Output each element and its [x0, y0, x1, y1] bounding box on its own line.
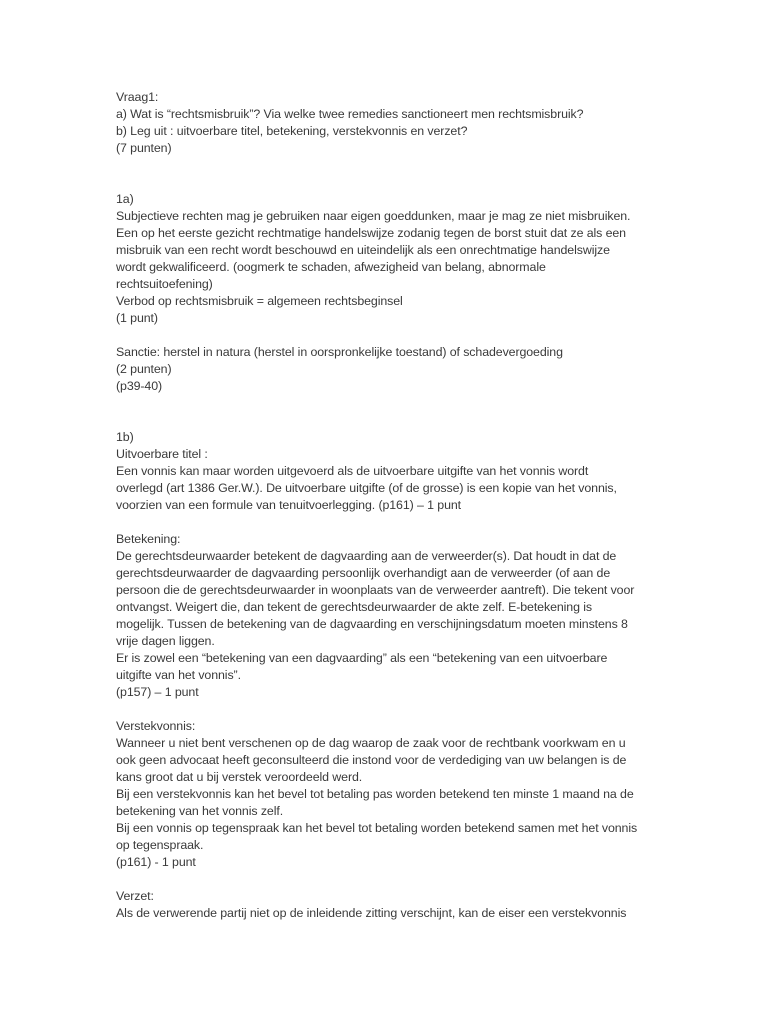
sanction-line: Sanctie: herstel in natura (herstel in oorspronkelijke toestand) of schadevergoeding	[116, 345, 563, 359]
question-a: a) Wat is “rechtsmisbruik”? Via welke twee remedies sanctioneert men rechtsmisbruik?	[116, 107, 584, 121]
verstekvonnis-block	[116, 718, 656, 871]
question-points: (7 punten)	[116, 141, 172, 155]
question-b: b) Leg uit : uitvoerbare titel, betekening, verstekvonnis en verzet?	[116, 124, 468, 138]
answer-1a-line: Een op het eerste gezicht rechtmatige handelswijze zodanig tegen de borst stuit dat ze als een	[116, 226, 626, 240]
document-page	[116, 89, 656, 922]
betekening-line: De gerechtsdeurwaarder betekent de dagvaarding aan de verweerder(s). Dat houdt in dat de	[116, 549, 617, 563]
answer-1a-points: (1 punt)	[116, 311, 158, 325]
betekening-line: ontvangst. Weigert die, dan tekent de gerechtsdeurwaarder de akte zelf. E-betekening is	[116, 600, 592, 614]
titel-line: overlegd (art 1386 Ger.W.). De uitvoerbare uitgifte (of de grosse) is een kopie van het vonnis,	[116, 481, 617, 495]
question-title: Vraag1:	[116, 90, 159, 104]
spacer	[116, 701, 656, 718]
betekening-line: mogelijk. Tussen de betekening van de dagvaarding en verschijningsdatum moeten minstens 8	[116, 617, 628, 631]
answer-1a-block	[116, 191, 656, 327]
betekening-line: gerechtsdeurwaarder de dagvaarding persoonlijk overhandigt aan de verweerder (of aan de	[116, 566, 611, 580]
spacer	[116, 871, 656, 888]
verstekvonnis-line: kans groot dat u bij verstek veroordeeld werd.	[116, 770, 363, 784]
spacer	[116, 327, 656, 344]
betekening-line: vrije dagen liggen.	[116, 634, 215, 648]
betekening-line: Er is zowel een “betekening van een dagvaarding” als een “betekening van een uitvoerbare	[116, 651, 608, 665]
answer-1a-line: misbruik van een recht wordt beschouwd en uiteindelijk als een onrechtmatige handelswijze	[116, 243, 610, 257]
answer-1a-line: Subjectieve rechten mag je gebruiken naar eigen goeddunken, maar je mag ze niet misbruiken.	[116, 209, 631, 223]
spacer	[116, 514, 656, 531]
answer-1b-heading: 1b)	[116, 430, 134, 444]
answer-1a-sanction-block	[116, 344, 656, 395]
spacer	[116, 157, 656, 191]
sanction-points: (2 punten)	[116, 362, 172, 376]
verstekvonnis-line: Bij een vonnis op tegenspraak kan het bevel tot betaling worden betekend samen met het vonnis	[116, 821, 638, 835]
answer-1a-line: wordt gekwalificeerd. (oogmerk te schaden, afwezigheid van belang, abnormale	[116, 260, 546, 274]
titel-line: Een vonnis kan maar worden uitgevoerd als de uitvoerbare uitgifte van het vonnis wordt	[116, 464, 589, 478]
verstekvonnis-line: ook geen advocaat heeft geconsulteerd die instond voor de verdediging van uw belangen is de	[116, 753, 627, 767]
spacer	[116, 395, 656, 429]
verstekvonnis-line: op tegenspraak.	[116, 838, 204, 852]
titel-line: voorzien van een formule van tenuitvoerlegging. (p161) – 1 punt	[116, 498, 461, 512]
answer-1b-titel-block	[116, 429, 656, 514]
betekening-heading: Betekening:	[116, 532, 181, 546]
answer-1a-line: Verbod op rechtsmisbruik = algemeen rechtsbeginsel	[116, 294, 403, 308]
answer-1a-line: rechtsuitoefening)	[116, 277, 213, 291]
betekening-points: (p157) – 1 punt	[116, 685, 199, 699]
titel-heading: Uitvoerbare titel :	[116, 447, 208, 461]
verstekvonnis-points: (p161) - 1 punt	[116, 855, 196, 869]
sanction-page-ref: (p39-40)	[116, 379, 163, 393]
verstekvonnis-line: betekening van het vonnis zelf.	[116, 804, 284, 818]
betekening-line: uitgifte van het vonnis”.	[116, 668, 241, 682]
betekening-line: persoon die de gerechtsdeurwaarder in woonplaats van de verweerder aantreft). Die tekent voor	[116, 583, 635, 597]
betekening-block	[116, 531, 656, 701]
verzet-block	[116, 888, 656, 922]
verzet-heading: Verzet:	[116, 889, 154, 903]
question-block	[116, 89, 656, 157]
verstekvonnis-heading: Verstekvonnis:	[116, 719, 196, 733]
answer-1a-heading: 1a)	[116, 192, 134, 206]
verstekvonnis-line: Bij een verstekvonnis kan het bevel tot betaling pas worden betekend ten minste 1 maand na de	[116, 787, 634, 801]
verstekvonnis-line: Wanneer u niet bent verschenen op de dag waarop de zaak voor de rechtbank voorkwam en u	[116, 736, 626, 750]
verzet-line: Als de verwerende partij niet op de inleidende zitting verschijnt, kan de eiser een verstekvonnis	[116, 906, 627, 920]
